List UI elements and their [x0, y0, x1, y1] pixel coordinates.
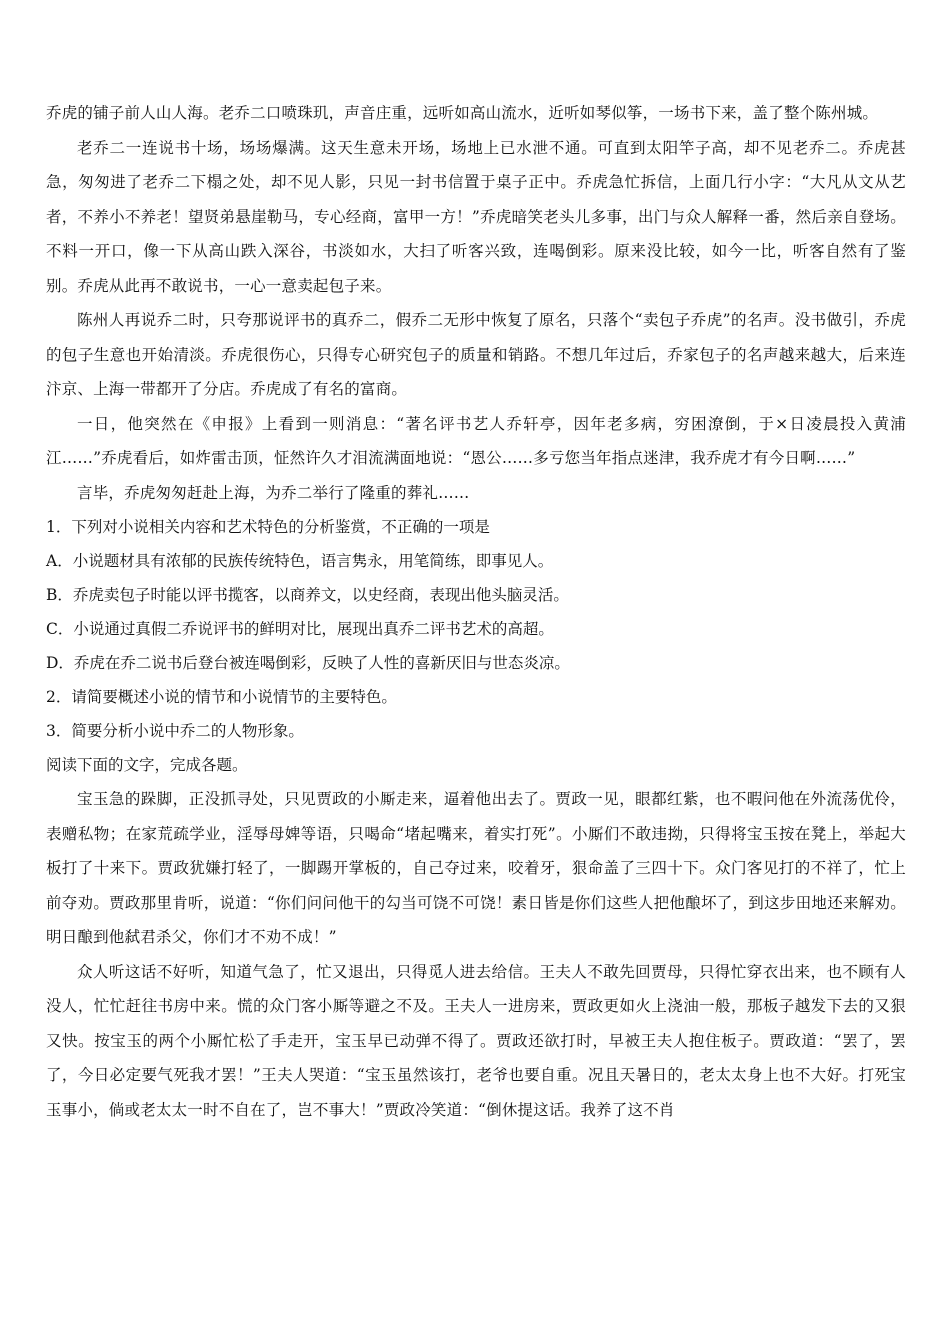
story1-paragraph-4: 一日，他突然在《申报》上看到一则消息：“著名评书艺人乔轩亭，因年老多病，穷困潦倒，于×日凌晨投入黄浦江……”乔虎看后，如炸雷击顶，怔然许久才泪流满面地说：“恩公……多亏您当年指点迷津，我乔虎才有今日啊……” [46, 414, 906, 467]
story2-paragraph-1: 宝玉急的跺脚，正没抓寻处，只见贾政的小厮走来，逼着他出去了。贾政一见，眼都红紫，也不暇问他在外流荡优伶，表赠私物；在家荒疏学业，淫辱母婢等语，只喝命“堵起嘴来，着实打死”。小厮们不敢违拗，只得将宝玉按在凳上，举起大板打了十来下。贾政犹嫌打轻了，一脚踢开掌板的，自己夺过来，咬着牙，狠命盖了三四十下。众门客见打的不祥了，忙上前夺劝。贾政那里肯听，说道：“你们问问他干的勾当可饶不可饶！素日皆是你们这些人把他酿坏了，到这步田地还来解劝。明日酿到他弑君杀父，你们才不劝不成！” [46, 790, 906, 946]
story1-paragraph-1: 乔虎的铺子前人山人海。老乔二口喷珠玑，声音庄重，远听如高山流水，近听如琴似筝，一场书下来，盖了整个陈州城。 [46, 104, 879, 122]
question-1-option-c: C．小说通过真假二乔说评书的鲜明对比，展现出真乔二评书艺术的高超。 [46, 620, 554, 638]
question-3: 3．简要分析小说中乔二的人物形象。 [46, 722, 304, 740]
question-2: 2．请简要概述小说的情节和小说情节的主要特色。 [46, 688, 397, 706]
question-1-stem: 1．下列对小说相关内容和艺术特色的分析鉴赏，不正确的一项是 [46, 518, 490, 536]
question-1-option-d: D．乔虎在乔二说书后登台被连喝倒彩，反映了人性的喜新厌旧与世态炎凉。 [46, 654, 570, 672]
story1-paragraph-2: 老乔二一连说书十场，场场爆满。这天生意未开场，场地上已水泄不通。可直到太阳竿子高，却不见老乔二。乔虎甚急，匆匆进了老乔二下榻之处，却不见人影，只见一封书信置于桌子正中。乔虎急忙拆信，上面几行小字：“大凡从文从艺者，不养小不养老！望贤弟悬崖勒马，专心经商，富甲一方！”乔虎暗笑老头儿多事，出门与众人解释一番，然后亲自登场。不料一开口，像一下从高山跌入深谷，书淡如水，大扫了听客兴致，连喝倒彩。原来没比较，如今一比，听客自然有了鉴别。乔虎从此再不敢说书，一心一意卖起包子来。 [46, 138, 906, 295]
question-1-option-b: B．乔虎卖包子时能以评书揽客，以商养文，以史经商，表现出他头脑灵活。 [46, 586, 569, 604]
story1-paragraph-3: 陈州人再说乔二时，只夸那说评书的真乔二，假乔二无形中恢复了原名，只落个“卖包子乔虎”的名声。没书做引，乔虎的包子生意也开始清淡。乔虎很伤心，只得专心研究包子的质量和销路。不想几年过后，乔家包子的名声越来越大，后来连汴京、上海一带都开了分店。乔虎成了有名的富商。 [46, 311, 906, 398]
question-1-option-a: A．小说题材具有浓郁的民族传统特色，语言隽永，用笔简练，即事见人。 [46, 552, 554, 570]
reading-instruction: 阅读下面的文字，完成各题。 [46, 756, 248, 774]
story1-paragraph-5: 言毕，乔虎匆匆赶赴上海，为乔二举行了隆重的葬礼…… [77, 483, 470, 502]
exam-page [46, 96, 906, 1127]
story2-paragraph-2: 众人听这话不好听，知道气急了，忙又退出，只得觅人进去给信。王夫人不敢先回贾母，只得忙穿衣出来，也不顾有人没人，忙忙赶往书房中来。慌的众门客小厮等避之不及。王夫人一进房来，贾政更如火上浇油一般，那板子越发下去的又狠又快。按宝玉的两个小厮忙松了手走开，宝玉早已动弹不得了。贾政还欲打时，早被王夫人抱住板子。贾政道：“罢了，罢了，今日必定要气死我才罢！”王夫人哭道：“宝玉虽然该打，老爷也要自重。况且天暑日的，老太太身上也不大好。打死宝玉事小，倘或老太太一时不自在了，岂不事大！”贾政冷笑道：“倒休提这话。我养了这不肖 [46, 962, 906, 1119]
